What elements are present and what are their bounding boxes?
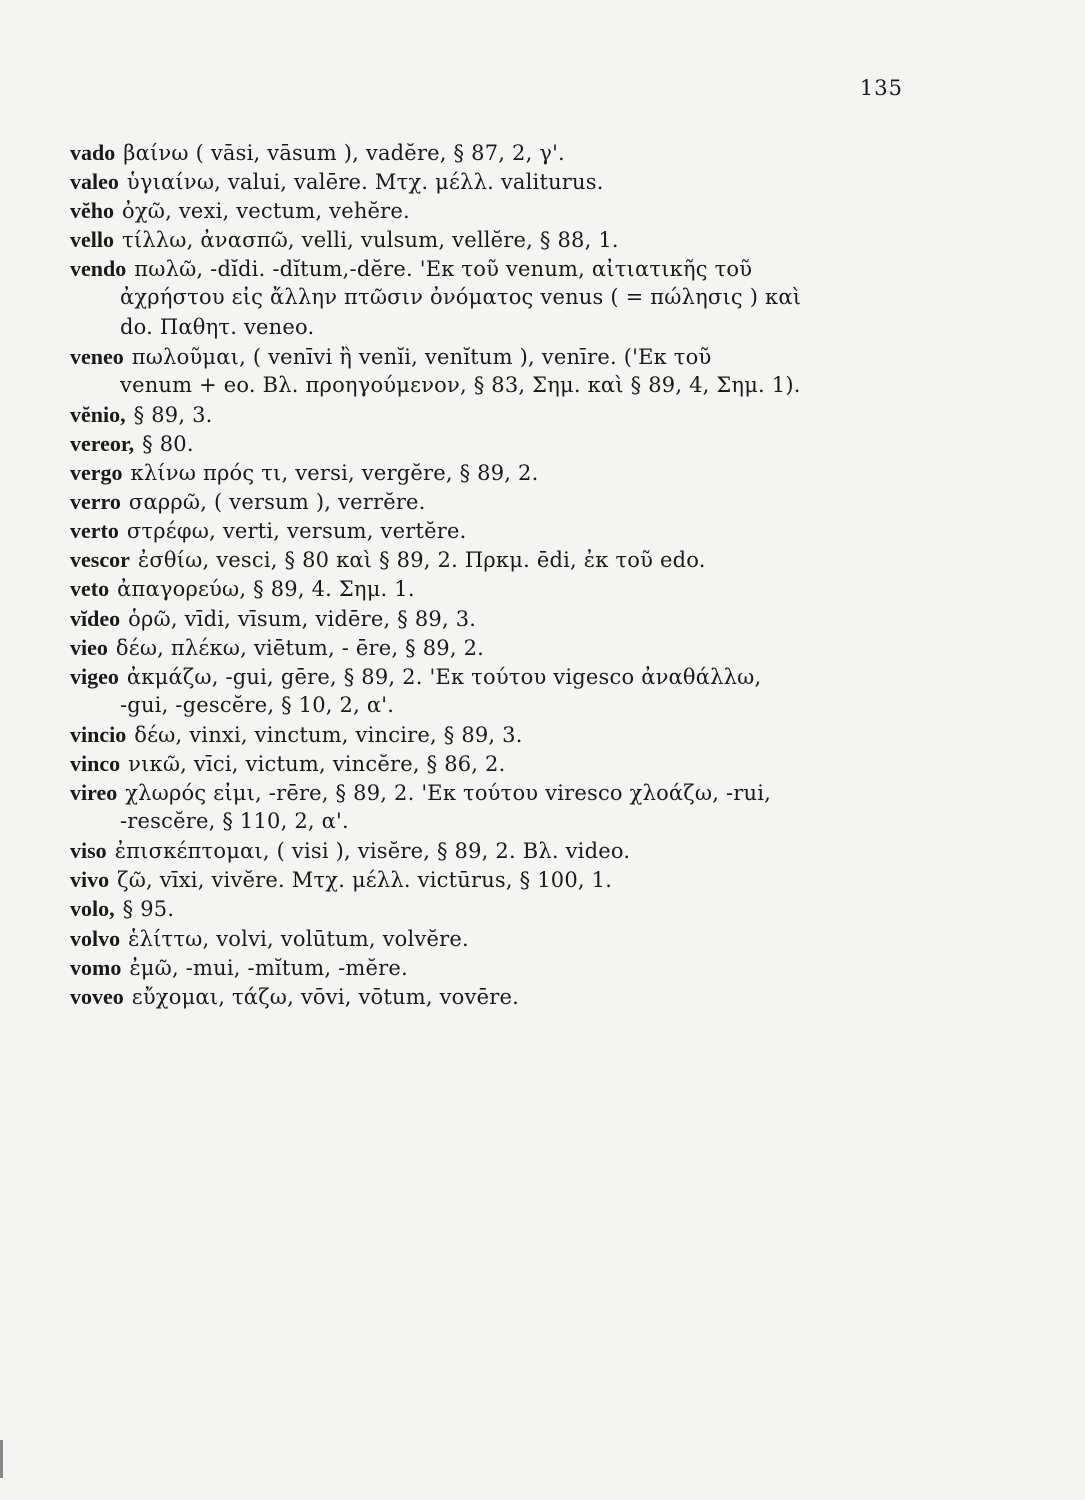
entry-headword: veneo (70, 343, 124, 369)
entry-line (70, 167, 920, 196)
entry-line (70, 924, 920, 953)
entry-line (70, 225, 920, 254)
entry-line (70, 400, 920, 429)
entry-headword: veto (70, 576, 110, 602)
entry-line (70, 429, 920, 458)
entry-headword: volvo (70, 925, 121, 951)
entry-line (70, 662, 920, 691)
entry-headword: vincio (70, 721, 127, 747)
entry-definition: -gui, -gescĕre, § 10, 2, α'. (120, 692, 395, 717)
entry-definition: venum + eo. Βλ. προηγούμενον, § 83, Σημ. καὶ § 89, 4, Σημ. 1). (120, 372, 801, 397)
entry-headword: volo, (70, 896, 115, 922)
entry-definition: ἑλίττω, volvi, volūtum, volvĕre. (128, 926, 469, 951)
entry-headword: vomo (70, 954, 122, 980)
entry-line (70, 720, 920, 749)
entry-line (70, 749, 920, 778)
entry-definition: χλωρός εἰμι, -rēre, § 89, 2. 'Εκ τούτου viresco χλοάζω, -rui, (125, 781, 772, 806)
entry-line (70, 633, 920, 662)
entry-definition: ἀπαγορεύω, § 89, 4. Σημ. 1. (117, 577, 415, 602)
entry-line (70, 196, 920, 225)
entry-line (70, 458, 920, 487)
entry-headword: vado (70, 140, 116, 165)
entry-line (70, 778, 920, 807)
entry-definition: νικῶ, vīci, victum, vincĕre, § 86, 2. (128, 751, 506, 776)
entry-headword: vĭdeo (70, 605, 121, 631)
entry-line (70, 982, 920, 1011)
entry-line (70, 574, 920, 603)
entry-headword: vescor (70, 547, 130, 573)
entry-headword: vivo (70, 867, 110, 893)
page-number: 135 (859, 76, 903, 100)
entry-headword: vigeo (70, 663, 119, 689)
entry-definition: δέω, vinxi, vinctum, vincire, § 89, 3. (134, 722, 523, 747)
entry-definition: σαρρῶ, ( versum ), verrĕre. (128, 490, 426, 515)
entry-continuation-line (70, 807, 920, 836)
entry-line (70, 836, 920, 865)
entry-definition: πωλοῦμαι, ( venīvi ἢ venĭi, venĭtum ), venīre. ('Εκ τοῦ (131, 344, 712, 369)
entry-continuation-line (70, 691, 920, 720)
entry-headword: viso (70, 838, 107, 864)
entry-line (70, 516, 920, 545)
entry-definition: στρέφω, verti, versum, vertĕre. (126, 519, 467, 544)
entry-headword: vinco (70, 750, 121, 776)
entry-line (70, 138, 920, 167)
entry-continuation-line (70, 371, 920, 400)
entry-definition: ὀχῶ, vexi, vectum, vehĕre. (122, 199, 410, 224)
entry-list (70, 138, 920, 1011)
entry-headword: verro (70, 489, 121, 515)
entry-definition: ἀκμάζω, -gui, gēre, § 89, 2. 'Εκ τούτου vigesco ἀναθάλλω, (126, 664, 762, 689)
entry-headword: valeo (70, 169, 119, 195)
entry-headword: vĕho (70, 198, 114, 224)
entry-line (70, 342, 920, 371)
entry-definition: πωλῶ, -dĭdi. -dĭtum,-dĕre. 'Εκ τοῦ venum, αἰτιατικῆς τοῦ (134, 257, 753, 282)
entry-line (70, 604, 920, 633)
entry-headword: voveo (70, 983, 124, 1009)
entry-definition: ἀχρήστου εἰς ἄλλην πτῶσιν ὀνόματος venus ( = πώλησις ) καὶ (120, 285, 802, 310)
entry-headword: verto (70, 518, 119, 544)
entry-continuation-line (70, 283, 920, 312)
entry-line (70, 487, 920, 516)
entry-definition: § 95. (122, 897, 175, 922)
entry-definition: ὑγιαίνω, valui, valēre. Μτχ. μέλλ. valiturus. (126, 170, 604, 195)
entry-headword: vĕnio, (70, 401, 126, 427)
entry-line (70, 254, 920, 283)
entry-headword: vendo (70, 256, 127, 282)
entry-continuation-line (70, 313, 920, 342)
entry-headword: vireo (70, 780, 118, 806)
entry-line (70, 953, 920, 982)
entry-definition: ἐμῶ, -mui, -mĭtum, -mĕre. (129, 955, 408, 980)
entry-definition: βαίνω ( vāsi, vāsum ), vadĕre, § 87, 2, γ'. (123, 141, 565, 165)
entry-definition: εὔχομαι, τάζω, vōvi, vōtum, vovēre. (131, 984, 519, 1009)
entry-definition: κλίνω πρός τι, versi, vergĕre, § 89, 2. (130, 461, 539, 486)
entry-headword: vello (70, 227, 114, 253)
entry-definition: τίλλω, ἀνασπῶ, velli, vulsum, vellĕre, § 88, 1. (122, 228, 619, 253)
entry-definition: § 80. (142, 431, 194, 456)
entry-line (70, 545, 920, 574)
entry-headword: vieo (70, 634, 108, 660)
entry-definition: δέω, πλέκω, viētum, - ēre, § 89, 2. (115, 635, 485, 660)
entry-definition: do. Παθητ. veneo. (120, 314, 315, 339)
scan-edge-mark (0, 1440, 3, 1478)
entry-definition: ὁρῶ, vīdi, vīsum, vidēre, § 89, 3. (128, 606, 477, 631)
entry-line (70, 865, 920, 894)
entry-definition: ἐπισκέπτομαι, ( visi ), visĕre, § 89, 2. Βλ. video. (114, 839, 631, 864)
entry-definition: -rescĕre, § 110, 2, α'. (120, 809, 349, 834)
entry-definition: ζῶ, vīxi, vivĕre. Μτχ. μέλλ. victūrus, § 100, 1. (117, 868, 613, 893)
entry-headword: vereor, (70, 430, 135, 456)
entry-line (70, 894, 920, 923)
entry-definition: § 89, 3. (133, 402, 213, 427)
entry-definition: ἐσθίω, vesci, § 80 καὶ § 89, 2. Πρκμ. ēdi, ἐκ τοῦ edo. (137, 548, 706, 573)
entry-headword: vergo (70, 460, 123, 486)
